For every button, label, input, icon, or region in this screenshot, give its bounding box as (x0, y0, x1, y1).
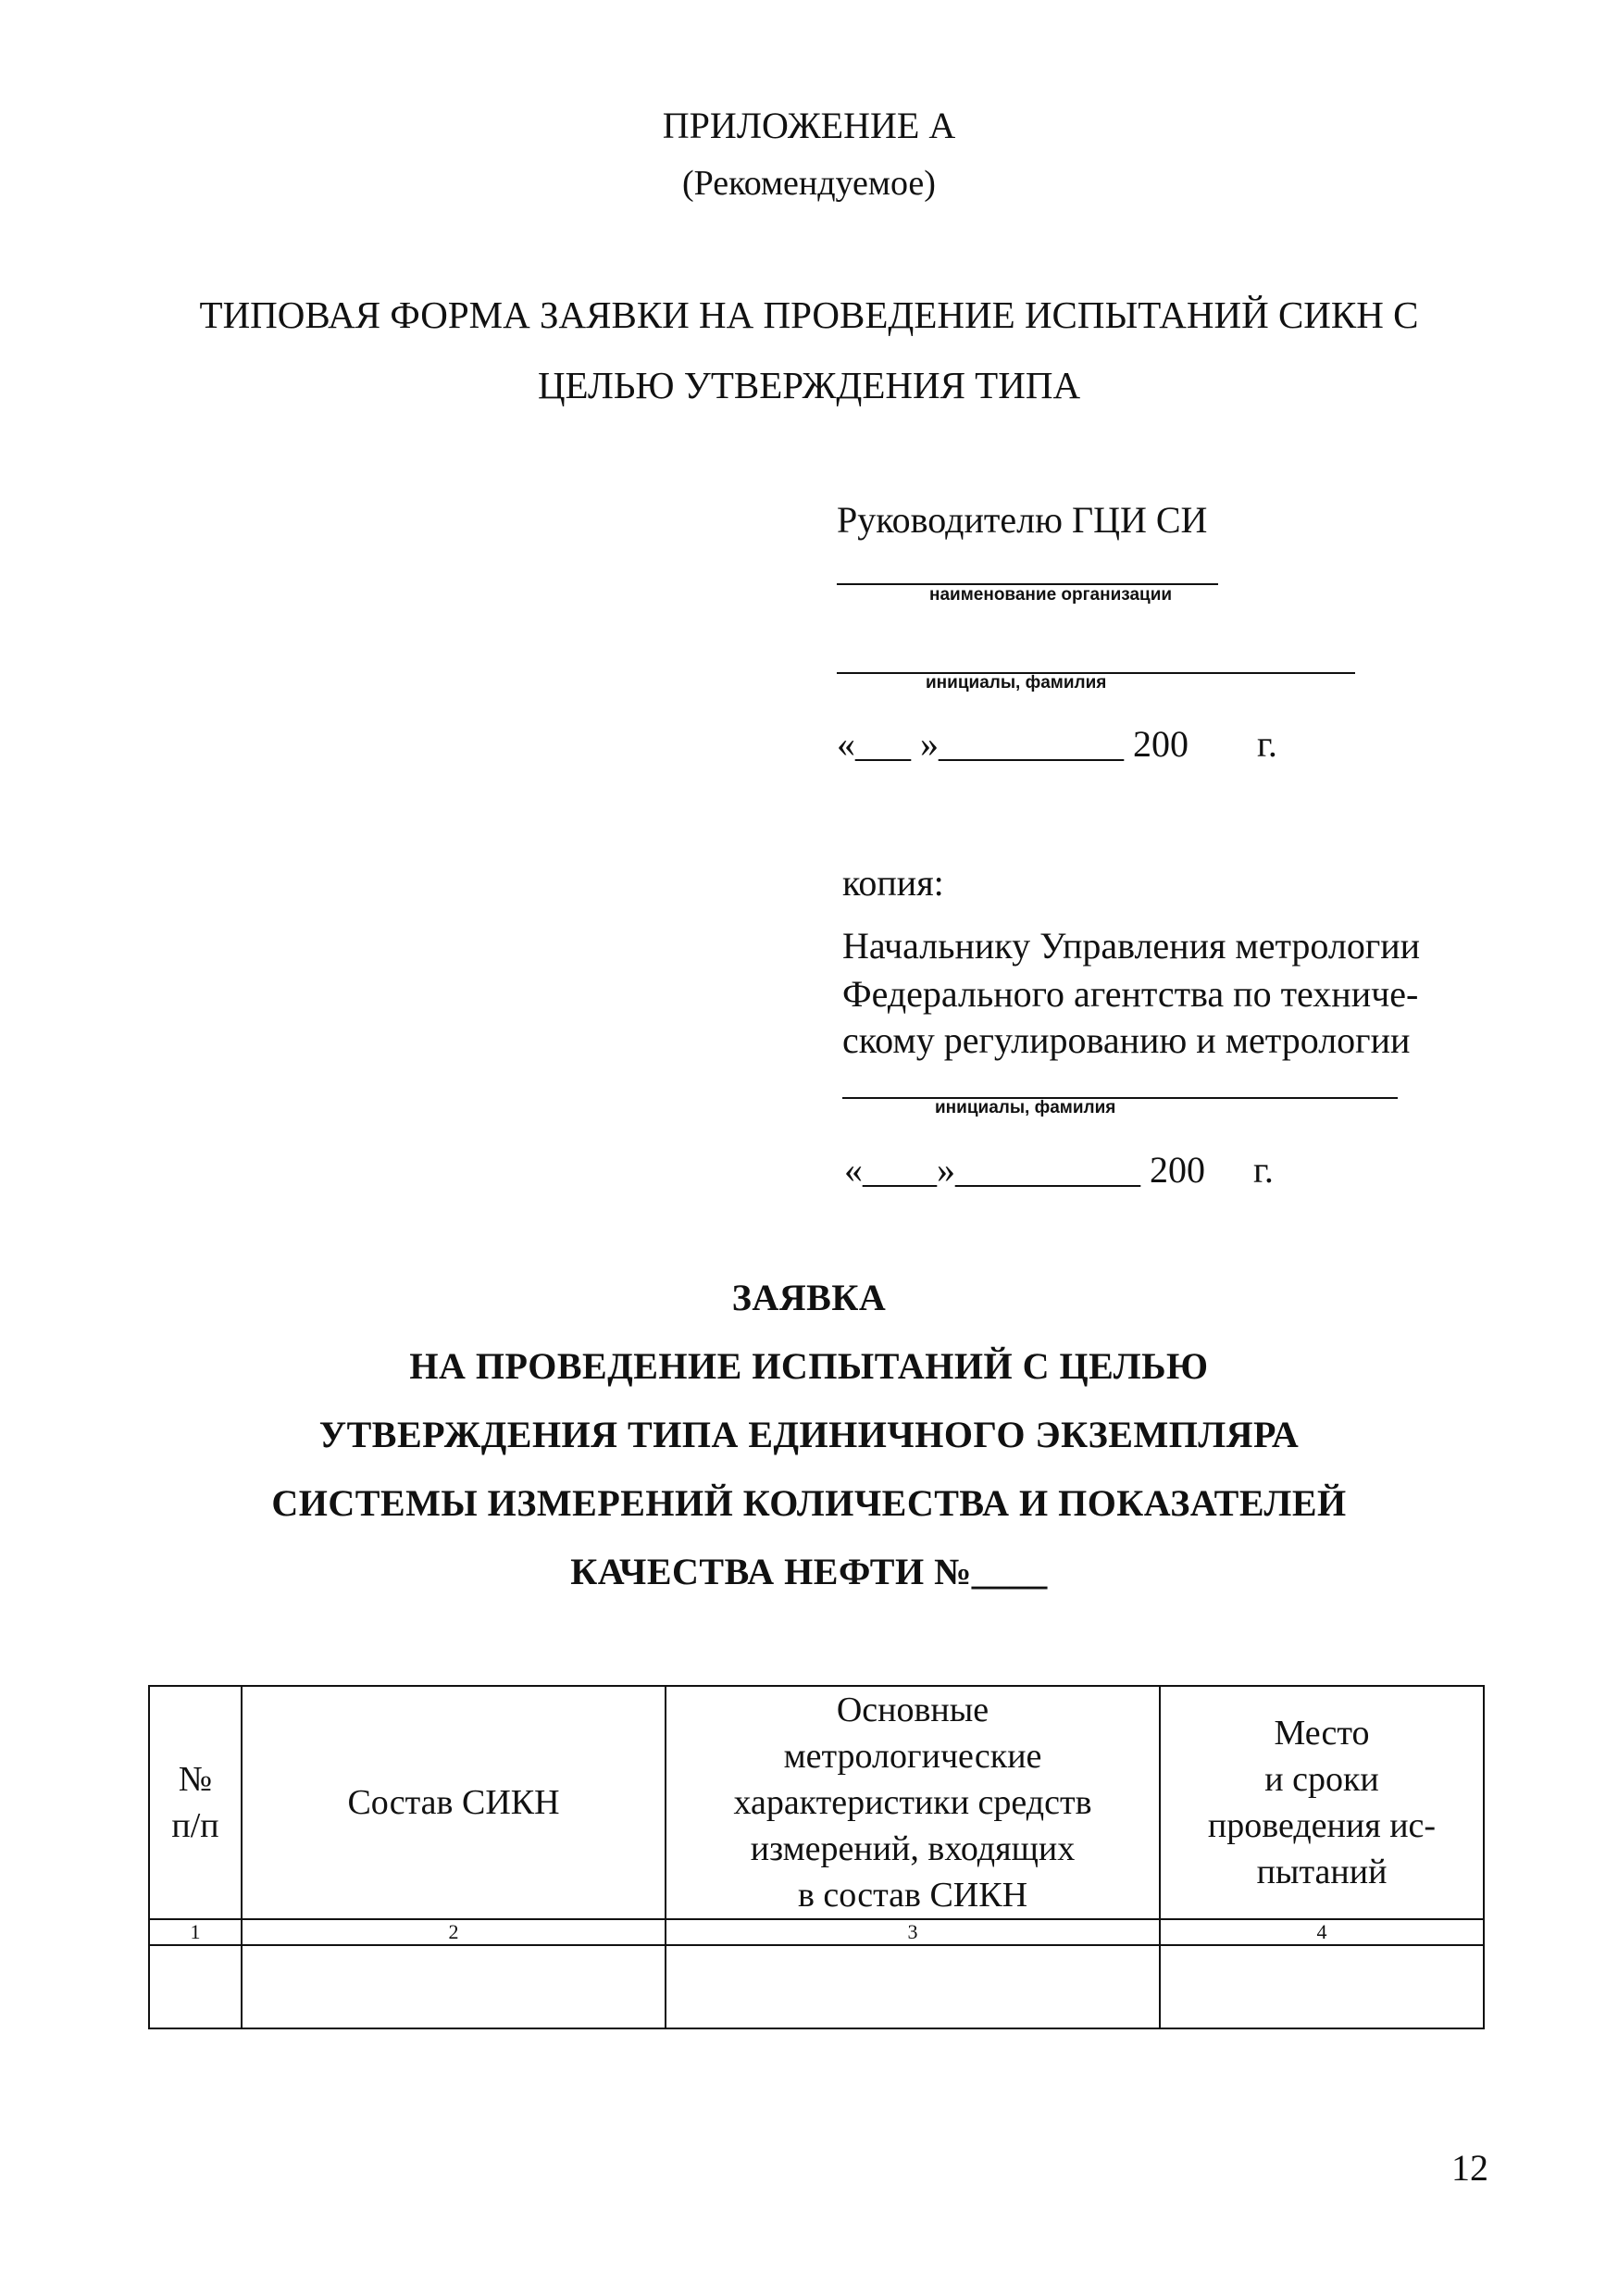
addressee-date-line: «___ »__________ 200 (837, 723, 1189, 765)
header-cell-characteristics (666, 1686, 1160, 1919)
copy-line3: скому регулированию и метрологии (842, 1019, 1411, 1061)
column-number-3: 3 (666, 1919, 1160, 1945)
header-characteristics-line4: измерений, входящих (750, 1829, 1076, 1868)
recommended-label: (Рекомендуемое) (682, 164, 936, 203)
addressee-to: Руководителю ГЦИ СИ (837, 499, 1208, 541)
header-cell-number (149, 1686, 242, 1919)
header-place-line3: проведения ис- (1207, 1806, 1437, 1845)
application-table (148, 1685, 1485, 2029)
addressee-date-suffix: г. (1257, 723, 1277, 765)
application-line4: СИСТЕМЫ ИЗМЕРЕНИЙ КОЛИЧЕСТВА И ПОКАЗАТЕЛЕЙ (271, 1482, 1347, 1524)
table-header-row (149, 1686, 1484, 1919)
copy-name-line (842, 1097, 1398, 1099)
column-number-2: 2 (242, 1919, 666, 1945)
copy-name-caption: инициалы, фамилия (935, 1098, 1116, 1117)
column-number-4: 4 (1160, 1919, 1484, 1945)
header-composition-label: Состав СИКН (347, 1783, 560, 1822)
form-title-line1: ТИПОВАЯ ФОРМА ЗАЯВКИ НА ПРОВЕДЕНИЕ ИСПЫТАНИЙ СИКН С (199, 293, 1419, 336)
header-place-line2: и сроки (1264, 1760, 1379, 1799)
form-title-line2: ЦЕЛЬЮ УТВЕРЖДЕНИЯ ТИПА (537, 364, 1081, 406)
table-number-row (149, 1919, 1484, 1945)
header-place-line1: Место (1274, 1714, 1370, 1753)
table-row (149, 1945, 1484, 2028)
column-number-1: 1 (149, 1919, 242, 1945)
header-number-label: п/п (171, 1806, 219, 1845)
application-line2: НА ПРОВЕДЕНИЕ ИСПЫТАНИЙ С ЦЕЛЬЮ (409, 1345, 1209, 1387)
application-line5: КАЧЕСТВА НЕФТИ №____ (570, 1551, 1048, 1592)
copy-line2: Федерального агентства по техниче- (842, 973, 1419, 1015)
copy-label: копия: (842, 862, 944, 904)
header-cell-place-terms (1160, 1686, 1484, 1919)
copy-line1: Начальнику Управления метрологии (842, 925, 1421, 967)
table-cell (1160, 1945, 1484, 2028)
table-cell (149, 1945, 242, 2028)
copy-date-suffix: г. (1253, 1149, 1274, 1191)
page-number: 12 (1451, 2147, 1488, 2189)
header-place-line4: пытаний (1256, 1853, 1388, 1891)
appendix-label: ПРИЛОЖЕНИЕ А (662, 105, 956, 146)
application-title: ЗАЯВКА (731, 1277, 887, 1318)
table-cell (242, 1945, 666, 2028)
application-line3: УТВЕРЖДЕНИЯ ТИПА ЕДИНИЧНОГО ЭКЗЕМПЛЯРА (318, 1414, 1300, 1455)
header-cell-composition (242, 1686, 666, 1919)
copy-date-line: «____»__________ 200 (844, 1149, 1205, 1191)
header-characteristics-line5: в состав СИКН (797, 1876, 1028, 1915)
header-characteristics-line1: Основные (836, 1691, 989, 1729)
header-characteristics-line3: характеристики средств (733, 1783, 1092, 1822)
name-caption: инициалы, фамилия (926, 673, 1107, 693)
header-characteristics-line2: метрологические (783, 1737, 1042, 1776)
table-cell (666, 1945, 1160, 2028)
org-name-caption: наименование организации (929, 585, 1173, 605)
header-number-symbol: № (178, 1760, 213, 1799)
